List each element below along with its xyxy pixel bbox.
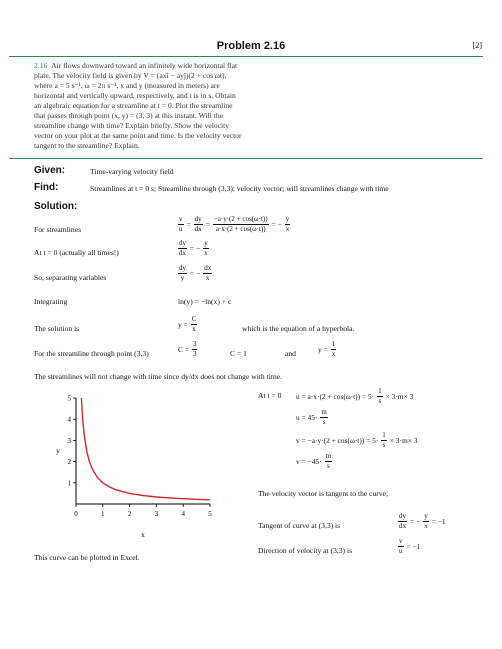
right-at-t0: At t = 0 — [258, 391, 282, 400]
eq-c-equals-1: C = 1 — [230, 349, 247, 358]
hyperbola-note: which is the equation of a hyperbola. — [242, 324, 355, 333]
problem-statement — [34, 61, 334, 151]
problem-number: 2.16 — [34, 61, 48, 70]
tangent-label: Tangent of curve at (3,3) is — [258, 521, 341, 530]
x-tick-label: 0 — [74, 510, 78, 518]
eq-separated: $\frac{dy}{y}$ = − $\frac{dx}{x}$ — [179, 264, 212, 282]
problem-line-8: vector on your plot at the same point and time. Is the velocity vector — [34, 131, 242, 140]
y-tick-label: 1 — [67, 479, 71, 488]
streamline-chart — [48, 390, 228, 540]
top-rule — [9, 56, 483, 57]
streamline-curve — [81, 398, 210, 500]
eq-direction: $\frac{v}{u}$ = −1 — [399, 537, 421, 555]
find-label: Find: — [34, 182, 59, 193]
direction-label: Direction of velocity at (3,3) is — [258, 546, 353, 555]
solution-label: Solution: — [34, 201, 78, 212]
eq-v-expression: v = −a·y·(2 + cos(ω·t)) = 5· $\frac{1}{s}$ × 3·m× 3 — [296, 431, 418, 449]
eq-tangent-slope: $\frac{dy}{dx}$ = − $\frac{y}{x}$ = −1 — [399, 512, 446, 530]
no-change-note: The streamlines will not change with time since dy/dx does not change with time. — [34, 372, 283, 381]
label-separating: So, separating variables — [34, 273, 107, 282]
x-tick-label: 2 — [127, 510, 132, 518]
find-text: Streamlines at t = 0 s; Streamline through (3,3); velocity vector; will streamlines change with time — [90, 184, 389, 193]
y-tick-label: 2 — [67, 458, 71, 467]
y-tick-label: 3 — [67, 436, 71, 445]
given-text: Time-varying velocity field — [90, 167, 174, 176]
y-axis-label: y — [56, 446, 60, 455]
x-tick-label: 1 — [101, 510, 105, 518]
label-integrating: Integrating — [34, 297, 68, 306]
eq-y-one-over-x: y = $\frac{1}{x}$ — [318, 340, 336, 358]
label-for-streamlines: For streamlines — [34, 225, 82, 234]
problem-line-7: streamline change with time? Explain briefly. Show the velocity — [34, 121, 229, 130]
label-solution-is: The solution is — [34, 324, 80, 333]
problem-line-6: that passes through point (x, y) = (3, 3) at this instant. Will the — [34, 111, 224, 120]
problem-line-5: an algebraic equation for a streamline at t = 0. Plot the streamline — [34, 101, 233, 110]
problem-line-2: plate. The velocity field is given by V = (axî − ayĵ)(2 + cos ωt), — [34, 71, 227, 80]
page-title: Problem 2.16 — [216, 40, 286, 52]
eq-c-value: C = $\frac{3}{3}$ — [178, 340, 197, 358]
tangent-note: The velocity vector is tangent to the curve; — [258, 489, 389, 498]
given-label: Given: — [34, 165, 66, 176]
problem-line-3: where a = 5 s⁻¹, ω = 2π s⁻¹, x and y (measured in meters) are — [34, 81, 220, 90]
eq-u-value: u = 45· $\frac{m}{s}$ — [296, 408, 327, 426]
page-reference: [2] — [472, 41, 482, 50]
x-axis-label: x — [141, 530, 145, 539]
eq-dydx: $\frac{dy}{dx}$ = − $\frac{y}{x}$ — [179, 239, 208, 257]
label-and: and — [285, 349, 296, 358]
label-at-t0: At t = 0 (actually all times!) — [34, 248, 119, 257]
label-through-point: For the streamline through point (3,3) — [34, 349, 149, 358]
x-tick-label: 4 — [181, 510, 185, 518]
eq-v-value: v = −45· $\frac{m}{s}$ — [296, 452, 332, 470]
eq-streamline: $\frac{v}{u}$ = $\frac{dy}{dx}$ = $\frac{-a\cdot y\cdot(2 + \cos(\omega\cdot t))}{a\cdot x\cdot(2 + \cos(\omega\cdot t))}$ = − $\frac{y}{x}$ — [179, 215, 290, 233]
eq-u-expression: u = a·x·(2 + cos(ω·t)) = 5· $\frac{1}{s}$ × 3·m× 3 — [296, 387, 414, 405]
problem-line-9: tangent to the streamline? Explain. — [34, 141, 140, 150]
plotted-note: This curve can be plotted in Excel. — [34, 553, 140, 562]
x-tick-label: 3 — [154, 510, 159, 518]
problem-line-1: 2.16 Air flows downward toward an infinitely wide horizontal flat — [34, 61, 238, 70]
eq-integrated: ln(y) = −ln(x) + c — [178, 297, 232, 306]
problem-line-4: horizontal and vertically upward, respectively, and t is in s. Obtain — [34, 91, 236, 100]
x-tick-label: 5 — [208, 510, 212, 518]
bottom-rule — [9, 158, 483, 159]
y-tick-label: 5 — [67, 394, 71, 403]
eq-hyperbola: y = $\frac{C}{x}$ — [178, 315, 197, 333]
y-tick-label: 4 — [67, 415, 71, 424]
